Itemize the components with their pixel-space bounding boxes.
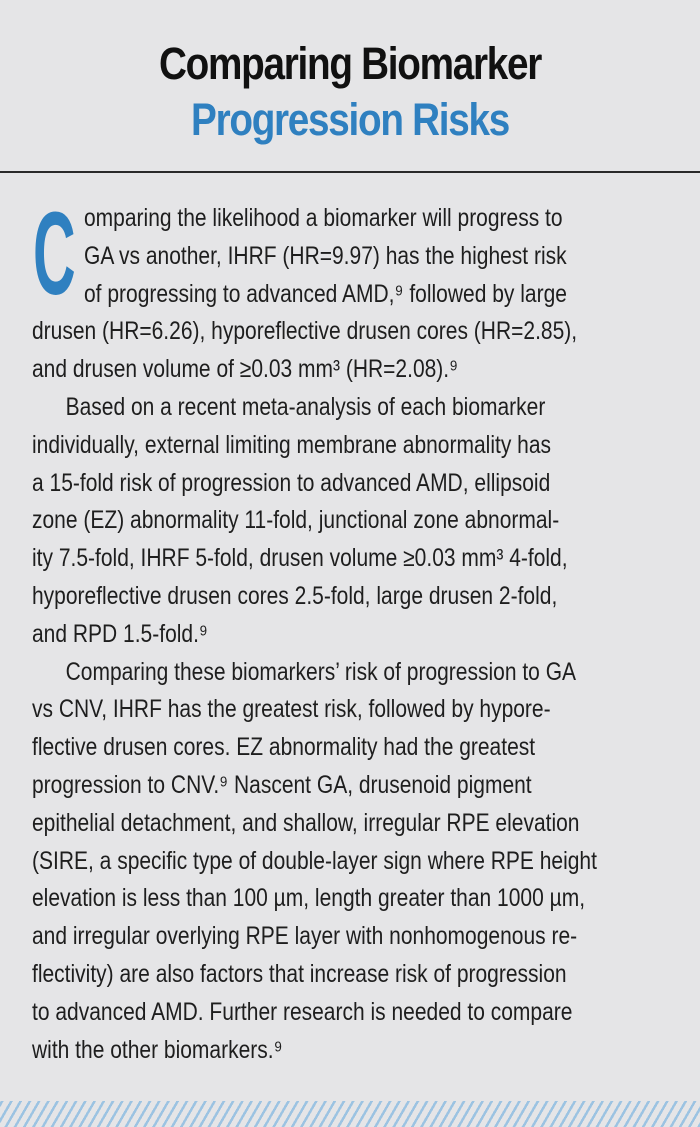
- article-body: [32, 188, 692, 1069]
- paragraph-1-line: of progressing to advanced AMD,⁹ followed by large: [84, 279, 567, 308]
- decorative-stripe-band: [0, 1101, 700, 1127]
- paragraph-1-line: drusen (HR=6.26), hyporeflective drusen cores (HR=2.85),: [32, 317, 578, 346]
- paragraph-2-line: individually, external limiting membrane abnormality has: [32, 430, 552, 459]
- sidebar-title: [0, 36, 700, 148]
- paragraph-3-line: with the other biomarkers.⁹: [32, 1035, 283, 1064]
- paragraph-2-line: ity 7.5-fold, IHRF 5-fold, drusen volume ≥0.03 mm³ 4-fold,: [32, 544, 568, 573]
- paragraph-3-line: elevation is less than 100 µm, length greater than 1000 µm,: [32, 884, 586, 913]
- title-line-2: Progression Risks: [191, 94, 509, 145]
- paragraph-2-line: zone (EZ) abnormality 11-fold, junctional zone abnormal-: [32, 506, 560, 535]
- paragraph-3-line: epithelial detachment, and shallow, irregular RPE elevation: [32, 808, 580, 837]
- paragraph-2-line: Based on a recent meta-analysis of each biomarker: [65, 392, 546, 421]
- paragraph-1-line: and drusen volume of ≥0.03 mm³ (HR=2.08).⁹: [32, 355, 459, 384]
- paragraph-3-line: to advanced AMD. Further research is needed to compare: [32, 997, 573, 1026]
- paragraph-3-line: Comparing these biomarkers’ risk of progression to GA: [65, 657, 577, 686]
- paragraph-3-line: flective drusen cores. EZ abnormality had the greatest: [32, 733, 536, 762]
- paragraph-2-line: hyporeflective drusen cores 2.5-fold, large drusen 2-fold,: [32, 581, 558, 610]
- paragraph-3-line: flectivity) are also factors that increase risk of progression: [32, 959, 567, 988]
- title-divider: [0, 171, 700, 173]
- paragraph-3-line: (SIRE, a specific type of double-layer sign where RPE height: [32, 846, 597, 875]
- paragraph-2-line: and RPD 1.5-fold.⁹: [32, 619, 208, 648]
- paragraph-3-line: vs CNV, IHRF has the greatest risk, followed by hypore-: [32, 695, 551, 724]
- drop-cap: C: [33, 188, 76, 320]
- paragraph-2-line: a 15-fold risk of progression to advanced AMD, ellipsoid: [32, 468, 551, 497]
- paragraph-3-line: and irregular overlying RPE layer with nonhomogenous re-: [32, 922, 578, 951]
- paragraph-1-line: omparing the likelihood a biomarker will progress to: [84, 204, 563, 232]
- paragraph-3-line: progression to CNV.⁹ Nascent GA, drusenoid pigment: [32, 770, 532, 799]
- title-line-1: Comparing Biomarker: [159, 38, 541, 89]
- paragraph-1-line: GA vs another, IHRF (HR=9.97) has the highest risk: [84, 241, 567, 270]
